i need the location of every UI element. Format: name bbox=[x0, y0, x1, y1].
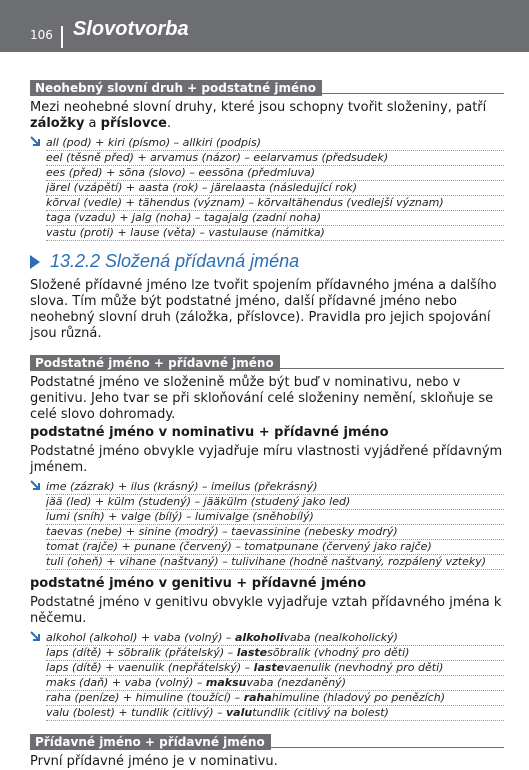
arrow-down-right-icon bbox=[30, 136, 41, 147]
header-divider bbox=[61, 26, 63, 48]
example-text: laps (dítě) + vaenulik (nepřátelský) – bbox=[46, 661, 254, 674]
example-text: vaenulik (nevhodný pro děti) bbox=[284, 661, 444, 674]
section-text: První přídavné jméno je v nominativu. bbox=[30, 754, 278, 769]
example-text: valu (bolest) + tundlik (citlivý) – bbox=[46, 706, 226, 719]
list-item: kõrval (vedle) + tähendus (význam) – kõrvaltähendus (vedlejší význam) bbox=[46, 196, 504, 211]
list-item: järel (vzápětí) + aasta (rok) – järelaasta (následující rok) bbox=[46, 181, 504, 196]
example-bold: raha bbox=[243, 691, 272, 704]
chapter-title: Slovotvorba bbox=[73, 18, 189, 40]
section-header bbox=[30, 731, 504, 748]
example-text: himuline (hladový po penězích) bbox=[271, 691, 445, 704]
section-intro bbox=[30, 100, 504, 132]
list-item: jää (led) + külm (studený) – jääkülm (studený jako led) bbox=[46, 495, 504, 510]
example-list bbox=[30, 480, 504, 570]
list-item: taevas (nebe) + sinine (modrý) – taevassinine (nebesky modrý) bbox=[46, 525, 504, 540]
section-label: Podstatné jméno + přídavné jméno bbox=[30, 355, 280, 371]
example-bold: laste bbox=[253, 661, 285, 674]
list-item bbox=[46, 706, 504, 721]
intro-text: a bbox=[84, 116, 101, 131]
list-item bbox=[46, 691, 504, 706]
example-text: tundlik (citlivý na bolest) bbox=[252, 706, 389, 719]
example-text: vaba (nealkoholický) bbox=[283, 631, 398, 644]
subsection-heading bbox=[30, 251, 504, 272]
example-text: alkohol (alkohol) + vaba (volný) – bbox=[46, 631, 235, 644]
example-text: sõbralik (vhodný pro děti) bbox=[267, 646, 410, 659]
intro-bold: příslovce bbox=[100, 116, 167, 131]
arrow-down-right-icon bbox=[30, 631, 41, 642]
example-bold: valu bbox=[226, 706, 253, 719]
arrow-down-right-icon bbox=[30, 480, 41, 491]
list-item bbox=[46, 661, 504, 676]
intro-bold: záložky bbox=[30, 116, 85, 131]
section-label: Přídavné jméno + přídavné jméno bbox=[30, 734, 271, 750]
list-item: tuli (oheň) + vihane (naštvaný) – tulivihane (hodně naštvaný, rozpálený vzteky) bbox=[46, 555, 504, 570]
triangle-right-icon bbox=[30, 255, 40, 269]
example-text: laps (dítě) + sõbralik (přátelský) – bbox=[46, 646, 237, 659]
list-item: vastu (proti) + lause (věta) – vastulause (námitka) bbox=[46, 226, 504, 241]
list-item bbox=[46, 646, 504, 661]
page-content bbox=[30, 77, 504, 770]
page-number: 106 bbox=[30, 28, 53, 42]
section-header bbox=[30, 77, 504, 94]
subheading-text: Podstatné jméno obvykle vyjadřuje míru vlastnosti vyjádřené přídavným jménem. bbox=[30, 444, 503, 475]
list-item: ees (před) + sõna (slovo) – eessõna (předmluva) bbox=[46, 166, 504, 181]
list-item bbox=[46, 631, 504, 646]
subsection-title: 13.2.2 Složená přídavná jména bbox=[50, 251, 300, 271]
subheading: podstatné jméno v genitivu + přídavné jméno bbox=[30, 576, 367, 591]
list-item bbox=[46, 676, 504, 691]
example-bold: maksu bbox=[205, 676, 247, 689]
section-label: Neohebný slovní druh + podstatné jméno bbox=[30, 80, 322, 96]
example-bold: laste bbox=[236, 646, 268, 659]
list-item: lumi (sníh) + valge (bílý) – lumivalge (sněhobílý) bbox=[46, 510, 504, 525]
section-text: Podstatné jméno ve složenině může být buď v nominativu, nebo v genitivu. Jeho tvar se při skloňování celé složeniny nemění, skloňuje se celé slovo dohromady. bbox=[30, 375, 494, 422]
intro-text: Mezi neohebné slovní druhy, které jsou schopny tvořit složeniny, patří bbox=[30, 100, 487, 115]
list-item: eel (těsně před) + arvamus (názor) – eelarvamus (předsudek) bbox=[46, 151, 504, 166]
intro-text: . bbox=[166, 116, 172, 131]
subheading-text: Podstatné jméno v genitivu obvykle vyjadřuje vztah přídavného jména k něčemu. bbox=[30, 595, 502, 626]
subsection-text: Složené přídavné jméno lze tvořit spojením přídavného jména a dalšího slova. Tím může být podstatné jméno, další přídavné jméno nebo neohebný slovní druh (záložka, příslovce). Pravidla pro jejich spojování jsou různá. bbox=[30, 278, 497, 341]
example-text: vaba (nezdaněný) bbox=[246, 676, 346, 689]
list-item: ime (zázrak) + ilus (krásný) – imeilus (překrásný) bbox=[46, 480, 504, 495]
list-item: all (pod) + kiri (písmo) – allkiri (podpis) bbox=[46, 136, 504, 151]
list-item: taga (vzadu) + jalg (noha) – tagajalg (zadní noha) bbox=[46, 211, 504, 226]
example-list bbox=[30, 136, 504, 241]
example-text: raha (peníze) + himuline (toužící) – bbox=[46, 691, 244, 704]
section-header bbox=[30, 352, 504, 369]
example-bold: alkoholi bbox=[234, 631, 284, 644]
example-list bbox=[30, 631, 504, 721]
example-text: maks (daň) + vaba (volný) – bbox=[46, 676, 206, 689]
list-item: tomat (rajče) + punane (červený) – tomatpunane (červený jako rajče) bbox=[46, 540, 504, 555]
page-header bbox=[0, 0, 529, 52]
subheading: podstatné jméno v nominativu + přídavné jméno bbox=[30, 425, 389, 440]
